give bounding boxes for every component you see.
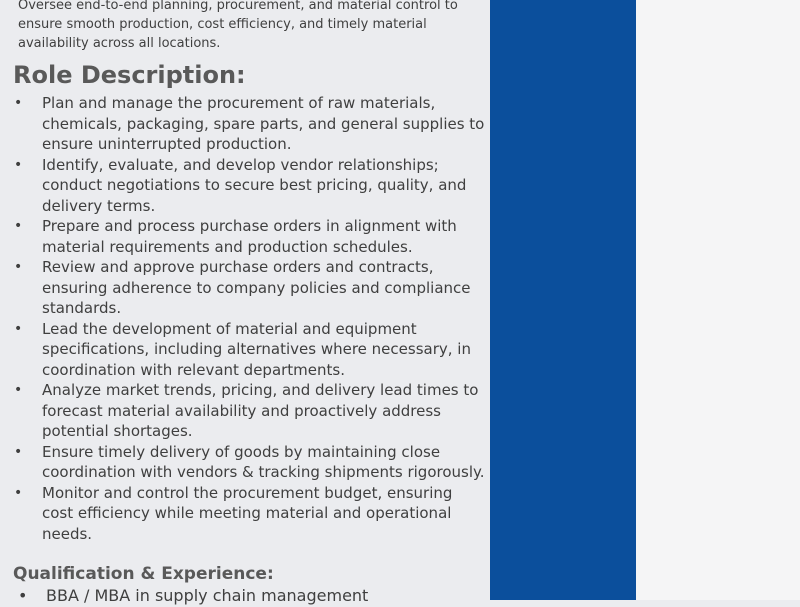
qualification-item [0, 585, 485, 607]
role-item-text: Ensure timely delivery of goods by maintaining close coordination with vendors & tracking shipments rigorously. [42, 442, 485, 481]
intro-paragraph: Oversee end-to-end planning, procurement, and material control to ensure smooth production, cost efficiency, and timely material availability across all locations. [18, 0, 458, 51]
qualification-heading: Qualification & Experience: [13, 564, 274, 584]
role-item [0, 155, 485, 217]
role-item-text: Prepare and process purchase orders in alignment with material requirements and production schedules. [42, 217, 457, 256]
role-description-list [0, 93, 485, 544]
role-item [0, 380, 485, 442]
role-item-text: Review and approve purchase orders and contracts, ensuring adherence to company policies and compliance standards. [42, 258, 471, 317]
blue-accent-stripe [490, 0, 636, 600]
role-item-text: Lead the development of material and equipment specifications, including alternatives where necessary, in coordination with relevant departments. [42, 319, 471, 379]
qualification-item-text: BBA / MBA in supply chain management [46, 586, 369, 605]
role-item [0, 442, 485, 483]
bullet-icon: • [14, 95, 23, 111]
role-item [0, 257, 485, 319]
role-item-text: Analyze market trends, pricing, and delivery lead times to forecast material availability and proactively address potential shortages. [42, 381, 479, 440]
role-item-text: Plan and manage the procurement of raw materials, chemicals, packaging, spare parts, and general supplies to ensure uninterrupted production. [42, 94, 485, 153]
bullet-icon: • [14, 484, 23, 501]
role-description-heading: Role Description: [13, 61, 246, 89]
role-item [0, 216, 485, 257]
bullet-icon: • [14, 443, 23, 460]
qualification-list [0, 585, 485, 607]
role-item-text: Monitor and control the procurement budget, ensuring cost efficiency while meeting material and operational needs. [42, 483, 453, 543]
bullet-icon: • [14, 259, 23, 275]
role-item [0, 93, 485, 155]
bullet-icon: • [18, 586, 28, 605]
role-item-text: Identify, evaluate, and develop vendor relationships; conduct negotiations to secure best pricing, quality, and delivery terms. [42, 155, 467, 215]
role-item [0, 483, 485, 545]
bullet-icon: • [14, 382, 23, 398]
bullet-icon: • [14, 320, 23, 337]
right-margin-panel [636, 0, 800, 600]
bullet-icon: • [14, 218, 23, 234]
bullet-icon: • [14, 156, 23, 173]
role-item [0, 319, 485, 381]
